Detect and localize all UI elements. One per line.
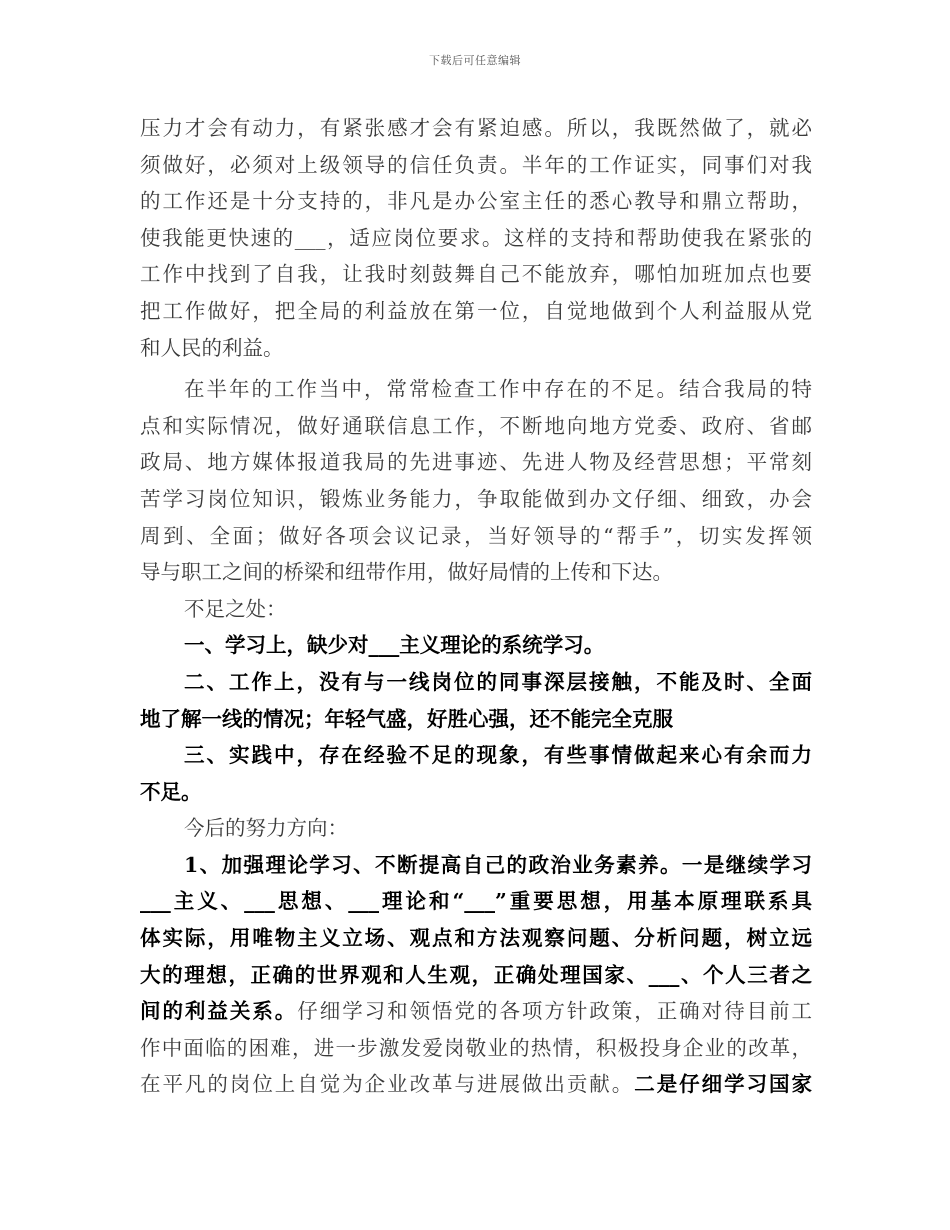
text-line: 1、加强理论学习、不断提高自己的政治业务素养。一是继续学习 bbox=[184, 852, 812, 877]
text-line: 不足。 bbox=[140, 779, 202, 804]
text-line: 的工作还是十分支持的，非凡是办公室主任的悉心教导和鼎立帮助， bbox=[140, 189, 812, 214]
text-line: 周到、全面；做好各项会议记录，当好领导的“帮手”，切实发挥领 bbox=[140, 523, 812, 548]
text-line: 体实际，用唯物主义立场、观点和方法观察问题、分析问题，树立远 bbox=[140, 926, 812, 951]
text-line: 政局、地方媒体报道我局的先进事迹、先进人物及经营思想；平常刻 bbox=[140, 450, 812, 475]
text-line: 今后的努力方向： bbox=[184, 816, 348, 841]
text-line: 工作中找到了自我，让我时刻鼓舞自己不能放弃，哪怕加班加点也要 bbox=[140, 262, 812, 287]
text-line: 在半年的工作当中，常常检查工作中存在的不足。结合我局的特 bbox=[184, 377, 812, 402]
text-line: 和人民的利益。 bbox=[140, 335, 284, 360]
text-line: 一、学习上，缺少对___主义理论的系统学习。 bbox=[184, 633, 605, 658]
text-line: 二、工作上，没有与一线岗位的同事深层接触，不能及时、全面 bbox=[184, 669, 812, 694]
text-line: 作中面临的困难，进一步激发爱岗敬业的热情，积极投身企业的改革， bbox=[140, 1035, 812, 1060]
text-line: 把工作做好，把全局的利益放在第一位，自觉地做到个人利益服从党 bbox=[140, 298, 812, 323]
bold-segment: 间的利益关系。 bbox=[140, 999, 298, 1024]
text-line: 地了解一线的情况；年轻气盛，好胜心强，还不能完全克服 bbox=[140, 706, 673, 731]
section-heading-future bbox=[140, 810, 812, 847]
future-item-1 bbox=[140, 847, 812, 1103]
text-line: 点和实际情况，做好通联信息工作，不断地向地方党委、政府、省邮 bbox=[140, 413, 812, 438]
section-heading-deficiencies bbox=[140, 591, 812, 628]
deficiency-item-3 bbox=[140, 737, 812, 810]
text-line: 三、实践中，存在经验不足的现象，有些事情做起来心有余而力 bbox=[184, 743, 812, 768]
text-line: 使我能更快速的___，适应岗位要求。这样的支持和帮助使我在紧张的 bbox=[140, 225, 812, 250]
paragraph-2 bbox=[140, 371, 812, 591]
text-line: 苦学习岗位知识，锻炼业务能力，争取能做到办文仔细、细致，办会 bbox=[140, 486, 812, 511]
text-line: 压力才会有动力，有紧张感才会有紧迫感。所以，我既然做了，就必 bbox=[140, 116, 812, 140]
text-line: ___主义、___思想、___理论和“___”重要思想，用基本原理联系具 bbox=[140, 889, 812, 914]
document-body bbox=[140, 110, 812, 1103]
text-line: 导与职工之间的桥梁和纽带作用，做好局情的上传和下达。 bbox=[140, 560, 673, 585]
page-header: 下载后可任意编辑 bbox=[429, 54, 521, 67]
deficiency-item-2 bbox=[140, 664, 812, 737]
deficiency-item-1 bbox=[140, 627, 812, 664]
text-line: 须做好，必须对上级领导的信任负责。半年的工作证实，同事们对我 bbox=[140, 152, 812, 177]
plain-segment: 仔细学习和领悟党的各项方针政策，正确对待目前工 bbox=[297, 999, 812, 1024]
text-line: 不足之处： bbox=[184, 596, 287, 621]
text-line: 大的理想，正确的世界观和人生观，正确处理国家、___、个人三者之 bbox=[140, 962, 812, 987]
bold-segment: 二是仔细学习国家 bbox=[634, 1072, 812, 1097]
text-line-mixed bbox=[140, 1066, 812, 1103]
text-line-mixed bbox=[140, 993, 812, 1030]
paragraph-1 bbox=[140, 110, 812, 366]
plain-segment: 在平凡的岗位上自觉为企业改革与进展做出贡献。 bbox=[140, 1072, 635, 1097]
